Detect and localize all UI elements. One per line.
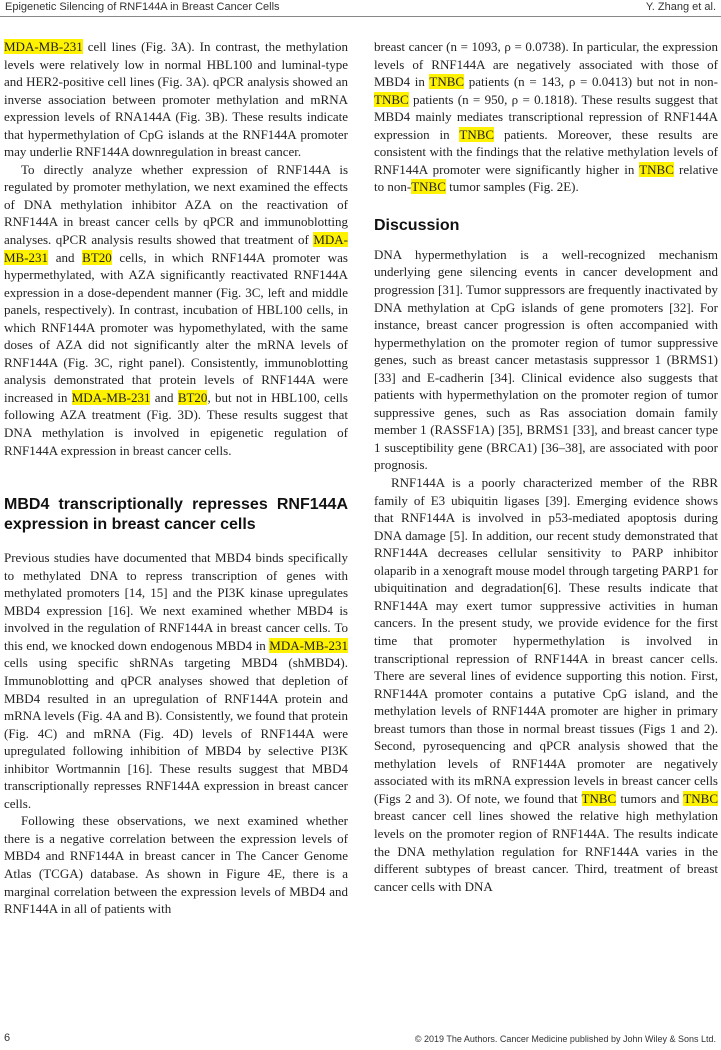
left-paragraph-2: To directly analyze whether expression of RNF144A is regulated by promoter methylation, we next examined the effects of DNA methylation inhibitor AZA on the reactivation of RNF144A in breast cancer cells by qPCR and immunoblotting analyses. qPCR analysis results showed that treatment of MDA-MB-231 and BT20 cells, in which RNF144A promoter was hypermethylated, with AZA significantly reactivated RNF144A expression in a dose-dependent manner (Fig. 3C, left and middle panels, respectively). In contrast, incubation of HBL100 cells, in which RNF144A promoter was hypomethylated, with the same doses of AZA did not significantly alter the mRNA levels of RNF144A (Fig. 3C, right panel). Consistently, immunoblotting analysis demonstrated that protein levels of RNF144A were increased in MDA-MB-231 and BT20, but not in HBL100, cells following AZA treatment (Fig. 3D). These results suggest that DNA methylation is involved in epigenetic regulation of RNF144A expression in breast cancer cells. — [4, 161, 348, 458]
right-paragraph-1: breast cancer (n = 1093, ρ = 0.0738). In particular, the expression levels of RNF144A are negatively associated with those of MBD4 in TNBC patients (n = 143, ρ = 0.0413) but not in non-TNBC patients (n = 950, ρ = 0.1818). These results suggest that MBD4 mainly mediates transcriptional repression of RNF144A expression in TNBC patients. Moreover, these results are consistent with the findings that the relative methylation levels of RNF144A promoter were significantly higher in TNBC relative to non-TNBC tumor samples (Fig. 2E). — [374, 39, 718, 195]
left-column — [4, 38, 348, 918]
highlighted-term: TNBC — [374, 91, 409, 107]
copyright-notice: © 2019 The Authors. Cancer Medicine published by John Wiley & Sons Ltd. — [414, 1034, 716, 1044]
highlighted-term: TNBC — [429, 74, 465, 90]
highlighted-term: BT20 — [177, 389, 208, 405]
page-number: 6 — [4, 1032, 11, 1044]
highlighted-term: TNBC — [639, 161, 674, 177]
section-heading-discussion: Discussion — [374, 216, 460, 234]
highlighted-term: BT20 — [82, 249, 112, 265]
left-paragraph-3: Previous studies have documented that MBD4 binds specifically to methylated DNA to repress transcription of genes with methylated promoters [14, 15] and the PI3K kinase upregulates MBD4 expression [16]. We next examined whether MBD4 is involved in the regulation of RNF144A in breast cancer cells. To this end, we knocked down endogenous MBD4 in MDA-MB-231 cells using specific shRNAs targeting MBD4 (shMBD4). Immunoblotting and qPCR analyses showed that depletion of MBD4 resulted in an upregulation of RNF144A protein and mRNA levels (Fig. 4A and B). Consistently, we found that protein (Fig. 4C) and mRNA (Fig. 4D) levels of RNF144A were upregulated following inhibition of MBD4 by selective PI3K inhibitor Wortmannin [16]. These results suggest that MBD4 transcriptionally represses RNF144A expression in breast cancer cells. — [4, 550, 348, 811]
highlighted-term: MDA-MB-231 — [71, 389, 151, 405]
left-paragraph-4: Following these observations, we next examined whether there is a negative correlation between the expression levels of MBD4 and RNF144A in breast cancer in The Cancer Genome Atlas (TCGA) database. As shown in Figure 4E, there is a marginal correlation between the expression levels of MBD4 and RNF144A in all of patients with — [4, 813, 348, 917]
page-footer — [0, 1028, 721, 1050]
highlighted-term: MDA-MB-231 — [269, 637, 348, 653]
header-authors: Y. Zhang et al. — [645, 1, 716, 13]
highlighted-term: TNBC — [683, 790, 718, 806]
left-paragraph-1: MDA-MB-231 cell lines (Fig. 3A). In contrast, the methylation levels were relatively low in normal HBL100 and luminal-type and HER2-positive cell lines (Fig. 3A). qPCR analysis showed an inverse association between promoter methylation and mRNA expression levels of RNA144A (Fig. 3B). These results indicate that hypermethylation of CpG islands at the RNF144A promoter may underlie RNF144A downregulation in breast cancer. — [4, 39, 348, 160]
running-header — [0, 0, 721, 17]
highlighted-term: TNBC — [411, 179, 446, 195]
highlighted-term: MDA-MB-231 — [4, 39, 83, 54]
right-column — [374, 38, 718, 895]
highlighted-term: TNBC — [459, 126, 495, 142]
highlighted-term: MDA-MB-231 — [4, 232, 348, 265]
right-paragraph-3: RNF144A is a poorly characterized member of the RBR family of E3 ubiquitin ligases [39]. Emerging evidence shows that RNF144A is involved in p53-mediated apoptosis during DNA damage [5]. In addition, our recent study demonstrated that RNF144A decreases cellular sensitivity to PARP inhibitor olaparib in a xenograft mouse model through targeting PARP1 for ubiquitination and degradation[6]. These results indicate that RNF144A may exert tumor suppressive activities in human cancers. In the present study, we provide evidence for the first time that promoter hypermethylation is involved in transcriptional repression of RNF144A in breast cancer cells. There are several lines of evidence supporting this notion. First, RNF144A promoter contains a putative CpG island, and the methylation levels of RNF144A promoter are higher in primary breast tumors than those in normal breast tissues (Figs 1 and 2). Second, pyrosequencing and qPCR analysis showed that the methylation levels of RNF144A promoter are negatively associated with its mRNA expression levels in breast cancer cells (Figs 2 and 3). Of note, we found that TNBC tumors and TNBC breast cancer cell lines showed the relative high methylation levels on the promoter region of RNF144A. The results indicate the DNA methylation regulation for RNF144A varies in the different subtypes of breast cancer. Third, treatment of breast cancer cells with DNA — [374, 475, 718, 894]
right-paragraph-2: DNA hypermethylation is a well-recognized mechanism underlying gene silencing events in cancer development and progression [31]. Tumor suppressors are frequently inactivated by DNA methylation at CpG islands of gene promoters [32]. For instance, breast cancer progression is often accompanied with hypermethylation on the promoter region of tumor suppressive genes, such as breast cancer metastasis suppressor 1 (BRMS1) [33] and E-cadherin [34]. Clinical evidence also suggests that patients with hypermethylation on the promoter region of tumor suppressive genes, such as Ras association domain family member 1 (RASSF1A) [35], BRMS1 [33], and breast cancer type 1 susceptibility gene (BRCA1) [36–38], are associated with poor prognosis. — [374, 246, 718, 473]
running-title: Epigenetic Silencing of RNF144A in Breast Cancer Cells — [5, 1, 280, 13]
section-heading-mbd4: MBD4 transcriptionally represses RNF144A expression in breast cancer cells — [4, 496, 348, 534]
highlighted-term: TNBC — [581, 790, 617, 806]
